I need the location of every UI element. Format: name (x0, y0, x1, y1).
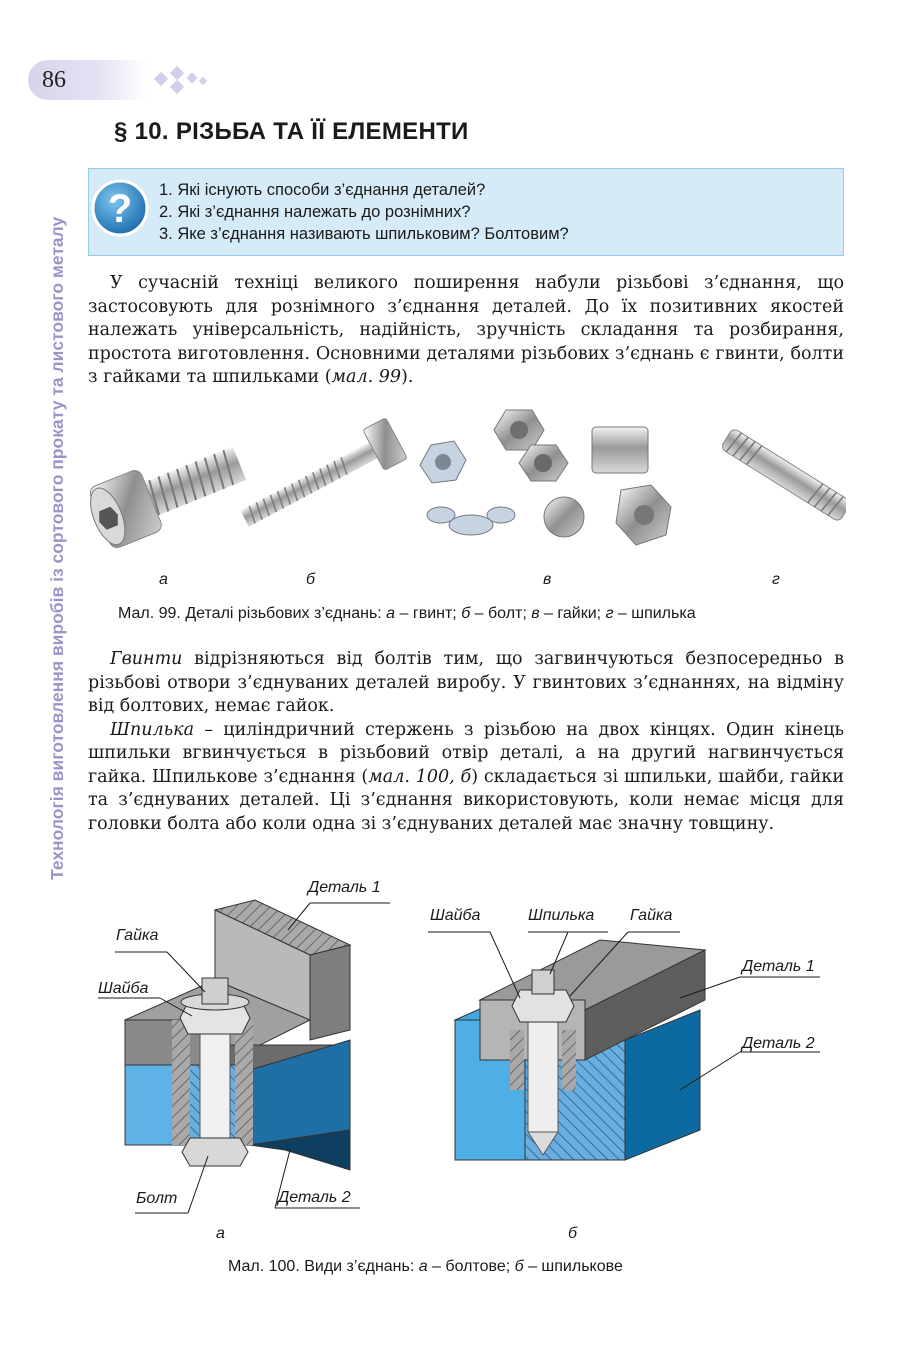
figure-99-label-g: г (772, 571, 780, 588)
figure-99-caption (118, 605, 696, 623)
figure-99-label-a: а (159, 571, 168, 588)
screw-image (86, 433, 252, 553)
page-number-tab (28, 60, 148, 100)
caption-text: – гайки; (539, 605, 606, 622)
callout-detail-1-right: Деталь 1 (742, 958, 815, 975)
question-item: 2. Які з’єднання належать до рознімних? (159, 203, 471, 221)
page-number: 86 (42, 67, 66, 93)
caption-text: – шпилькове (523, 1258, 623, 1275)
paragraph-end: ). (401, 367, 414, 387)
caption-letter: б (461, 605, 471, 622)
question-item: 3. Яке з’єднання називають шпильковим? Болтовим? (159, 225, 569, 243)
caption-text: – гвинт; (395, 605, 462, 622)
caption-text: – болтове; (427, 1258, 515, 1275)
question-item: 1. Які існують способи з’єднання деталей? (159, 181, 486, 199)
stud-joint-drawing (455, 940, 705, 1160)
caption-prefix: Мал. 99. Деталі різьбових з’єднань: (118, 605, 387, 622)
figure-99-thread-parts (86, 405, 846, 565)
callout-washer-left: Шайба (98, 980, 149, 997)
decorative-ornament-icon (146, 64, 216, 96)
paragraph-text: – циліндричний стержень з різьбою на двох кінцях. Один кінець шпильки вгвинчується в різьбовий отвір деталі, а на другий нагвинчується гайка. Шпилькове з’єднання ( (88, 719, 844, 787)
figure-reference: мал. 100, б (368, 766, 472, 787)
caption-letter: а (418, 1258, 428, 1275)
term-screws: Гвинти (110, 649, 183, 669)
caption-letter: б (514, 1258, 524, 1275)
side-running-title: Технологія виготовлення виробів із сортового прокату та листового металу (47, 216, 67, 880)
bolt-joint-drawing (125, 900, 350, 1170)
callout-detail-2-right: Деталь 2 (742, 1035, 815, 1052)
figure-99-label-b: б (306, 571, 315, 588)
figure-99-label-v: в (543, 571, 552, 588)
callout-washer-right: Шайба (430, 907, 481, 924)
caption-letter: г (605, 605, 614, 622)
figure-reference: мал. 99 (331, 367, 402, 387)
bolt-image (234, 418, 407, 539)
caption-prefix: Мал. 100. Види з’єднань: (228, 1258, 419, 1275)
caption-text: – болт; (470, 605, 532, 622)
callout-detail-1-left: Деталь 1 (308, 879, 381, 896)
questions-box (88, 168, 844, 256)
callout-stud-right: Шпилька (528, 907, 595, 924)
questions-list (159, 179, 569, 245)
callout-nut-left: Гайка (116, 927, 159, 944)
caption-letter: в (531, 605, 540, 622)
paragraph-text: відрізняються від болтів тим, що загвинчуються безпосередньо в різьбові отвори з’єднуваних деталей виробу. У гвинтових з’єднаннях, на відміну від болтових, немає гайок. (88, 649, 844, 716)
svg-text:?: ? (107, 187, 133, 231)
paragraph-text: У сучасній техніці великого поширення набули різьбові з’єднання, що застосовують для рознімного з’єднання деталей. До їх позитивних якостей належать універсальність, надійність, зручність складання та розбирання, простота виготовлення. Основними деталями різьбових з’єднань є гвинти, болти з гайками та шпильками ( (88, 273, 844, 387)
paragraph-text: ) складається зі шпильки, шайби, гайки та з’єднуваних деталей. Ці з’єднання використовують, коли немає місця для головки болта або коли одна зі з’єднуваних деталей має значну товщину. (88, 766, 844, 834)
callout-detail-2-left: Деталь 2 (278, 1189, 351, 1206)
figure-100-label-a: а (216, 1225, 225, 1242)
section-heading: § 10. РІЗЬБА ТА ЇЇ ЕЛЕМЕНТИ (114, 118, 469, 145)
callout-bolt-left: Болт (136, 1190, 178, 1207)
caption-letter: а (386, 605, 396, 622)
figure-100-label-b: б (568, 1225, 577, 1242)
term-stud: Шпилька (110, 719, 195, 740)
callout-nut-right: Гайка (630, 907, 673, 924)
stud-image (720, 428, 846, 523)
intro-paragraph (88, 272, 844, 390)
body-paragraphs (88, 648, 844, 836)
nuts-image (420, 410, 671, 545)
question-icon (89, 175, 151, 237)
figure-100-caption (228, 1258, 623, 1276)
caption-text: – шпилька (613, 605, 696, 622)
